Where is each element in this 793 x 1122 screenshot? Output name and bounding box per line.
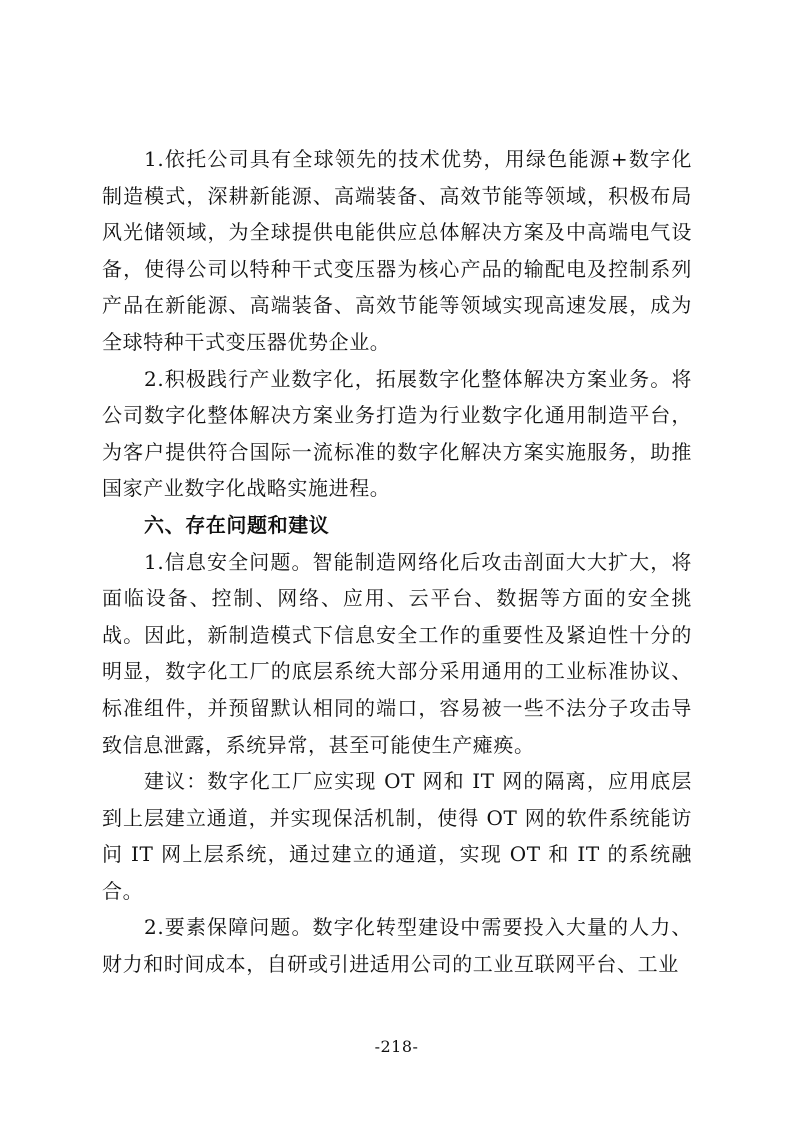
paragraph-3: 1.信息安全问题。智能制造网络化后攻击剖面大大扩大，将面临设备、控制、网络、应用、云平台、数据等方面的安全挑战。因此，新制造模式下信息安全工作的重要性及紧迫性十分的明显，数字化工厂的底层系统大部分采用通用的工业标准协议、标准组件，并预留默认相同的端口，容易被一些不法分子攻击导致信息泄露，系统异常，甚至可能使生产瘫痪。 (102, 549, 692, 757)
paragraph-5: 2.要素保障问题。数字化转型建设中需要投入大量的人力、财力和时间成本，自研或引进适用公司的工业互联网平台、工业 (102, 915, 692, 977)
paragraph-1: 1.依托公司具有全球领先的技术优势，用绿色能源+数字化制造模式，深耕新能源、高端装备、高效节能等领域，积极布局风光储领域，为全球提供电能供应总体解决方案及中高端电气设备，使得公司以特种干式变压器为核心产品的输配电及控制系列产品在新能源、高端装备、高效节能等领域实现高速发展，成为全球特种干式变压器优势企业。 (102, 147, 692, 354)
page-number: -218- (374, 1037, 419, 1056)
body-text (102, 141, 692, 983)
paragraph-2: 2.积极践行产业数字化，拓展数字化整体解决方案业务。将公司数字化整体解决方案业务打造为行业数字化通用制造平台，为客户提供符合国际一流标准的数字化解决方案实施服务，助推国家产业数字化战略实施进程。 (102, 366, 692, 501)
paragraph-4: 建议：数字化工厂应实现 OT 网和 IT 网的隔离，应用底层到上层建立通道，并实现保活机制，使得 OT 网的软件系统能访问 IT 网上层系统，通过建立的通道，实现 OT 和 IT 的系统融合。 (102, 769, 692, 903)
section-heading: 六、存在问题和建议 (144, 512, 330, 537)
